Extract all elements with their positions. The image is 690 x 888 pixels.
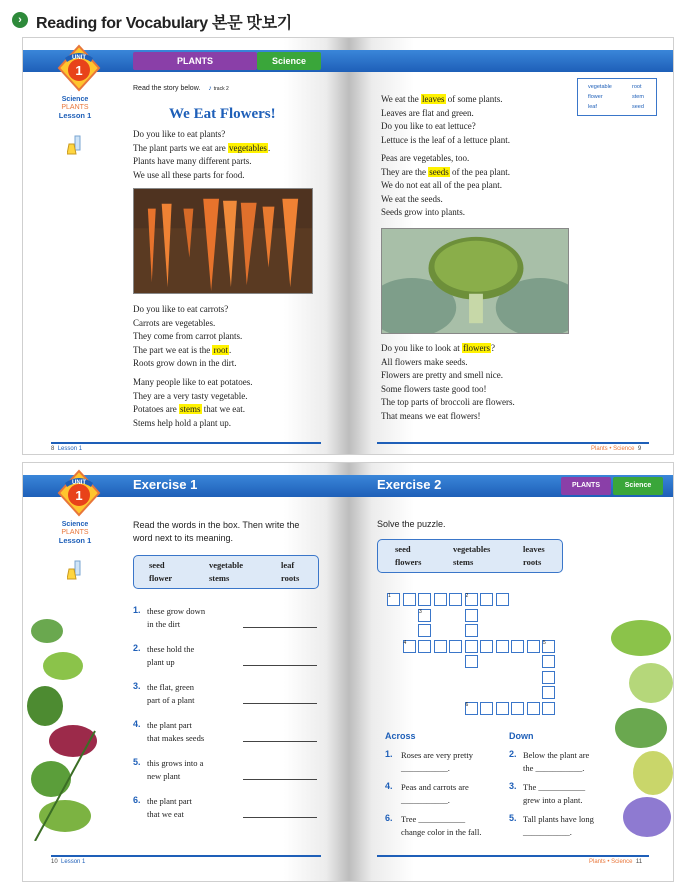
story-paragraph-5: Peas are vegetables, too. They are the seeds of the pea plant. We do not eat all of the pea plant. We eat the seeds. Seeds grow into plants. [381, 153, 510, 217]
clue-down-5: Tall plants have long ___________. [523, 814, 594, 837]
story-paragraph-2: Do you like to eat carrots? Carrots are vegetables. They come from carrot plants. The part we eat is the root. Roots grow down in the dirt. [133, 304, 243, 368]
unit-badge-icon [57, 44, 101, 92]
word-roots: roots [281, 573, 300, 583]
crossword-cell[interactable] [527, 640, 540, 653]
story-paragraph-4: We eat the leaves of some plants. Leaves are flat and green. Do you like to eat lettuce? Lettuce is the leaf of a lettuce plant. [381, 94, 510, 145]
clue-number: 6. [385, 813, 393, 823]
crossword-cell[interactable] [418, 593, 431, 606]
clue-number: 2. [509, 749, 517, 759]
page-number-left: 8 Lesson 1 [51, 446, 83, 452]
lesson-label: Lesson 1 [58, 111, 92, 120]
crossword-cell[interactable] [465, 624, 478, 637]
unit-number: 1 [75, 63, 83, 78]
clue-number: 4. [385, 781, 393, 791]
carrots-photo [133, 188, 313, 294]
story-instruction: Read the story below. ♪ track 2 [133, 85, 229, 92]
science-tab: Science [257, 52, 321, 70]
story-title: We Eat Flowers! [169, 106, 276, 122]
answer-line[interactable] [243, 627, 317, 628]
item-definition: these hold the plant up [147, 644, 195, 667]
page-number-right: Plants • Science 11 [589, 859, 643, 865]
crossword-cell[interactable] [511, 702, 524, 715]
item-definition: the plant part that we eat [147, 796, 192, 819]
word-flowers: flowers [395, 557, 422, 567]
crossword-cell[interactable] [434, 640, 447, 653]
topic-label: PLANTS [61, 529, 89, 536]
item-number: 3. [133, 681, 141, 691]
page-number-right: Plants • Science 9 [591, 446, 642, 452]
item-number: 2. [133, 643, 141, 653]
crossword-number: 2 [465, 593, 469, 599]
word-vegetable: vegetable [209, 560, 243, 570]
story-paragraph-3: Many people like to eat potatoes. They are a very tasty vegetable. Potatoes are stems that we eat. Stems help hold a plant up. [133, 377, 253, 428]
crossword-cell[interactable] [418, 624, 431, 637]
crossword-cell[interactable] [465, 640, 478, 653]
item-number: 1. [133, 605, 141, 615]
book-spread-exercises [22, 462, 674, 882]
answer-line[interactable] [243, 703, 317, 704]
topic-label: PLANTS [61, 104, 89, 111]
crossword-cell[interactable] [465, 609, 478, 622]
lesson-sidebar [45, 521, 105, 545]
down-heading: Down [509, 731, 534, 741]
exercise-2-instructions: Solve the puzzle. [377, 519, 446, 529]
crossword-cell[interactable] [542, 655, 555, 668]
unit-label: UNIT [72, 480, 86, 486]
clue-number: 5. [509, 813, 517, 823]
crossword-number: 1 [388, 593, 391, 599]
beaker-icon [67, 559, 85, 581]
answer-line[interactable] [243, 779, 317, 780]
word-leaf: leaf [281, 560, 295, 570]
item-definition: this grows into a new plant [147, 758, 204, 781]
item-number: 4. [133, 719, 141, 729]
exercise-2-title: Exercise 2 [377, 477, 442, 492]
crossword-cell[interactable] [434, 593, 447, 606]
clue-across-4: Peas and carrots are ___________. [401, 782, 469, 805]
exercise-1-title: Exercise 1 [133, 477, 198, 492]
chevron-right-icon: › [12, 12, 28, 28]
footer-rule [377, 855, 649, 857]
crossword-cell[interactable] [418, 640, 431, 653]
crossword-cell[interactable] [449, 640, 462, 653]
science-tab: Science [613, 477, 663, 495]
crossword-cell[interactable] [480, 593, 493, 606]
word-leaves: leaves [523, 544, 545, 554]
clue-down-3: The ___________ grew into a plant. [523, 782, 586, 805]
crossword-cell[interactable] [496, 593, 509, 606]
subject-label: Science [61, 521, 89, 528]
plant-illustration [581, 613, 674, 843]
crossword-cell[interactable] [465, 655, 478, 668]
crossword-number: 3 [419, 608, 422, 615]
crossword-cell[interactable] [480, 640, 493, 653]
crossword-number: 5 [543, 639, 546, 646]
exercise-1-instructions: Read the words in the box. Then write the word next to its meaning. [133, 520, 300, 543]
lesson-sidebar [45, 96, 105, 120]
item-definition: the plant part that makes seeds [147, 720, 205, 743]
subject-label: Science [61, 96, 89, 103]
footer-rule [51, 855, 321, 857]
clue-down-2: Below the plant are the ___________. [523, 750, 590, 773]
item-definition: these grow down in the dirt [147, 606, 206, 629]
crossword-number: 6 [465, 701, 469, 708]
word-seed: seed [149, 560, 165, 570]
lesson-label: Lesson 1 [58, 536, 92, 545]
plant-illustration [25, 611, 105, 841]
item-number: 5. [133, 757, 141, 767]
crossword-number: 4 [403, 639, 407, 646]
crossword-cell[interactable] [480, 702, 493, 715]
crossword-cell[interactable] [542, 686, 555, 699]
crossword-cell[interactable] [511, 640, 524, 653]
audio-icon: ♪ [208, 85, 212, 92]
clue-number: 1. [385, 749, 393, 759]
story-paragraph-6: Do you like to look at flowers? All flowers make seeds. Flowers are pretty and smell nice. Some flowers taste good too! The top parts of broccoli are flowers. That means we eat flowers! [381, 343, 515, 421]
word-seed: seed [395, 544, 411, 554]
crossword-cell[interactable] [542, 702, 555, 715]
crossword-cell[interactable] [403, 593, 416, 606]
item-number: 6. [133, 795, 141, 805]
unit-label: UNIT [72, 55, 86, 61]
item-definition: the flat, green part of a plant [147, 682, 195, 705]
broccoli-photo [381, 228, 569, 334]
word-stems: stems [209, 573, 230, 583]
page-number-left: 10 Lesson 1 [51, 859, 86, 865]
crossword-cell[interactable] [496, 702, 509, 715]
answer-line[interactable] [243, 817, 317, 818]
plants-tab: PLANTS [133, 52, 257, 70]
plants-tab: PLANTS [561, 477, 611, 495]
unit-badge-icon [57, 469, 101, 517]
word-flower: flower [149, 573, 173, 583]
footer-rule [377, 442, 649, 444]
unit-number: 1 [75, 488, 83, 503]
word-roots: roots [523, 557, 542, 567]
book-spread-reading [22, 37, 674, 455]
clue-number: 3. [509, 781, 517, 791]
word-stems: stems [453, 557, 474, 567]
crossword-cell[interactable] [449, 593, 462, 606]
across-heading: Across [385, 731, 416, 741]
clue-across-1: Roses are very pretty ___________. [401, 750, 473, 773]
clue-across-6: Tree ___________ change color in the fall. [401, 814, 482, 837]
answer-line[interactable] [243, 665, 317, 666]
crossword-cell[interactable] [542, 671, 555, 684]
story-paragraph-1: Do you like to eat plants? The plant parts we eat are vegetables. Plants have many different parts. We use all these parts for food. [133, 129, 271, 180]
crossword-cell[interactable] [496, 640, 509, 653]
crossword-cell[interactable] [527, 702, 540, 715]
answer-line[interactable] [243, 741, 317, 742]
title-band [349, 50, 674, 72]
page-title: Reading for Vocabulary 본문 맛보기 [36, 15, 292, 32]
beaker-icon [67, 134, 85, 156]
vocab-box: vegetable flower leaf root stem seed [577, 78, 657, 116]
footer-rule [51, 442, 321, 444]
word-vegetables: vegetables [453, 544, 491, 554]
